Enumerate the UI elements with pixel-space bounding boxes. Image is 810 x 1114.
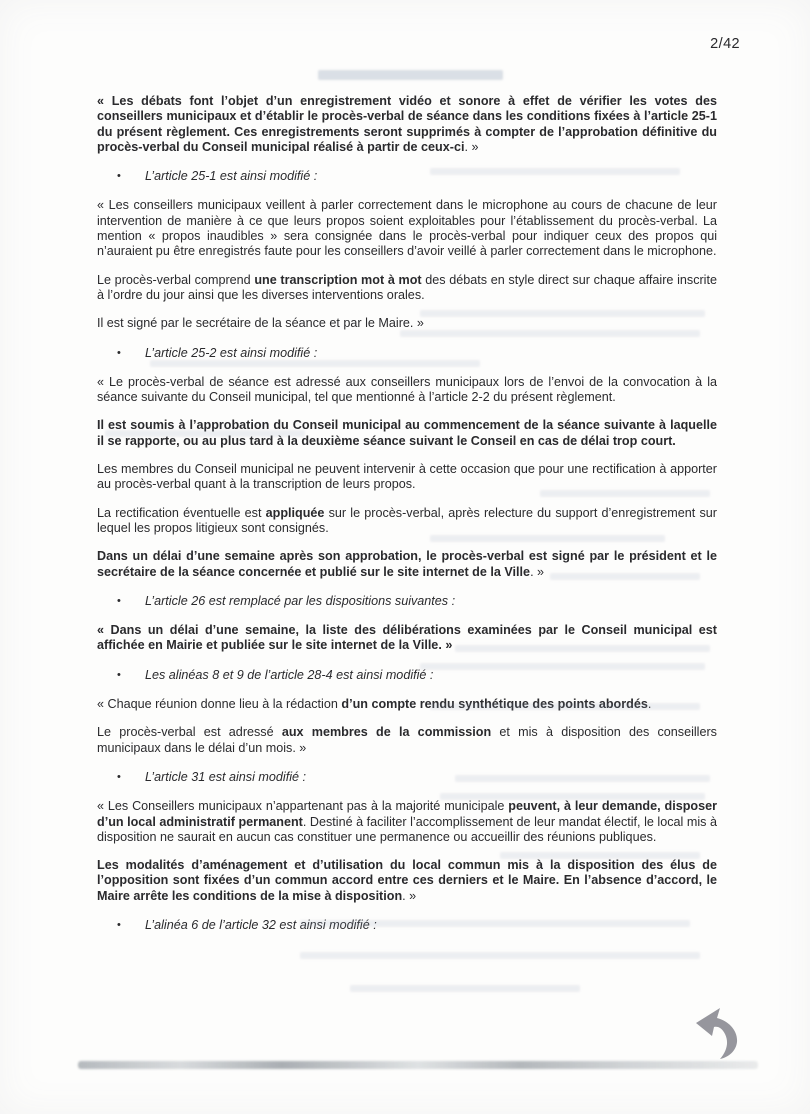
bullet-icon: • [117, 770, 121, 783]
list-item-label: L’article 25-1 est ainsi modifié : [145, 169, 318, 184]
list-item-article-25-1 [97, 169, 717, 184]
paragraph-liste-deliberations: « Dans un délai d’une semaine, la liste des délibérations examinées par le Conseil municipal est affichée en Mairie et publiée sur le site internet de la Ville. » [97, 623, 717, 653]
scan-artifact-band [78, 1061, 758, 1069]
paragraph-rectification-occasion: Les membres du Conseil municipal ne peuvent intervenir à cette occasion que pour une rectification à apporter au procès-verbal quant à la transcription de leurs propos. [97, 462, 717, 492]
list-item-label: L’article 31 est ainsi modifié : [145, 769, 307, 784]
list-item-article-25-2 [97, 346, 717, 361]
document-body [97, 94, 717, 947]
paragraph-local-administratif: « Les Conseillers municipaux n’appartenant pas à la majorité municipale peuvent, à leur demande, disposer d’un local administratif permanent. Destiné à faciliter l’accomplissement de leur mandat électif, le local mis à disposition ne saurait en aucun cas constituer une permanence ou accueillir des réunions publiques. [97, 799, 718, 844]
curved-reply-arrow-icon [694, 1008, 740, 1060]
bullet-icon: • [117, 170, 121, 183]
paragraph-microphone: « Les conseillers municipaux veillent à parler correctement dans le microphone au cours de chacune de leur intervention de manière à ce que leurs propos soient exploitables pour l’établissement du procès-verbal. La mention « propos inaudibles » sera consignée dans le procès-verbal pour indiquer ceux des propos qui n’auraient pu être enregistrés faute pour les conseillers d’avoir veillé à parler correctement dans le microphone. [97, 198, 717, 259]
bullet-icon: • [117, 594, 121, 607]
paragraph-publication-site-internet: Dans un délai d’une semaine après son approbation, le procès-verbal est signé par le président et le secrétaire de la séance concernée et publié sur le site internet de la Ville. » [97, 549, 717, 579]
list-item-article-32 [97, 918, 717, 933]
page-number: 2/42 [710, 36, 740, 52]
bleedthrough-artifact [350, 985, 580, 992]
paragraph-approbation-conseil: Il est soumis à l’approbation du Conseil municipal au commencement de la séance suivante à laquelle il se rapporte, ou au plus tard à la deuxième séance suivant le Conseil en cas de délai trop court. [97, 418, 717, 448]
paragraph-signature-secretaire-maire: Il est signé par le secrétaire de la séance et par le Maire. » [97, 316, 424, 331]
paragraph-envoi-convocation: « Le procès-verbal de séance est adressé aux conseillers municipaux lors de l’envoi de la convocation à la séance suivante du Conseil municipal, tel que mentionné à l’article 2-2 du présent règlement. [97, 374, 717, 405]
list-item-label: L’article 25-2 est ainsi modifié : [145, 345, 318, 360]
list-item-label: L’article 26 est remplacé par les dispositions suivantes : [145, 593, 456, 608]
bullet-icon: • [117, 668, 121, 681]
paragraph-rectification-appliquee: La rectification éventuelle est appliquée sur le procès-verbal, après relecture du support d’enregistrement sur lequel les propos litigieux sont consignés. [97, 505, 717, 535]
paragraph-transcription-mot-a-mot: Le procès-verbal comprend une transcription mot à mot des débats en style direct sur chaque affaire inscrite à l’ordre du jour ainsi que les diverses interventions orales. [97, 272, 717, 302]
paragraph-modalites-local-commun: Les modalités d’aménagement et d’utilisation du local commun mis à la disposition des élus de l’opposition sont fixées d’un commun accord entre ces derniers et le Maire. En l’absence d’accord, le Maire arrête les conditions de la mise à disposition. » [97, 858, 717, 903]
bleedthrough-artifact [300, 952, 700, 959]
list-item-label: Les alinéas 8 et 9 de l’article 28-4 est ainsi modifié : [145, 667, 434, 682]
list-item-article-28-4 [97, 668, 717, 683]
list-item-article-31 [97, 770, 717, 785]
bullet-icon: • [117, 918, 121, 931]
paragraph-compte-rendu: « Chaque réunion donne lieu à la rédaction d’un compte rendu synthétique des points abordés. [97, 697, 652, 712]
bullet-icon: • [117, 346, 121, 359]
bleedthrough-artifact [318, 70, 503, 80]
paragraph-membres-commission: Le procès-verbal est adressé aux membres de la commission et mis à disposition des conseillers municipaux dans le délai d’un mois. » [97, 725, 717, 755]
list-item-article-26 [97, 594, 717, 609]
list-item-label: L’alinéa 6 de l’article 32 est ainsi modifié : [145, 917, 377, 932]
paragraph-debats-enregistrement: « Les débats font l’objet d’un enregistrement vidéo et sonore à effet de vérifier les votes des conseillers municipaux et d’établir le procès-verbal de séance dans les conditions fixées à l’article 25-1 du présent règlement. Ces enregistrements seront supprimés à compter de l’approbation définitive du procès-verbal du Conseil municipal réalisé à partir de ceux-ci. » [97, 94, 717, 154]
